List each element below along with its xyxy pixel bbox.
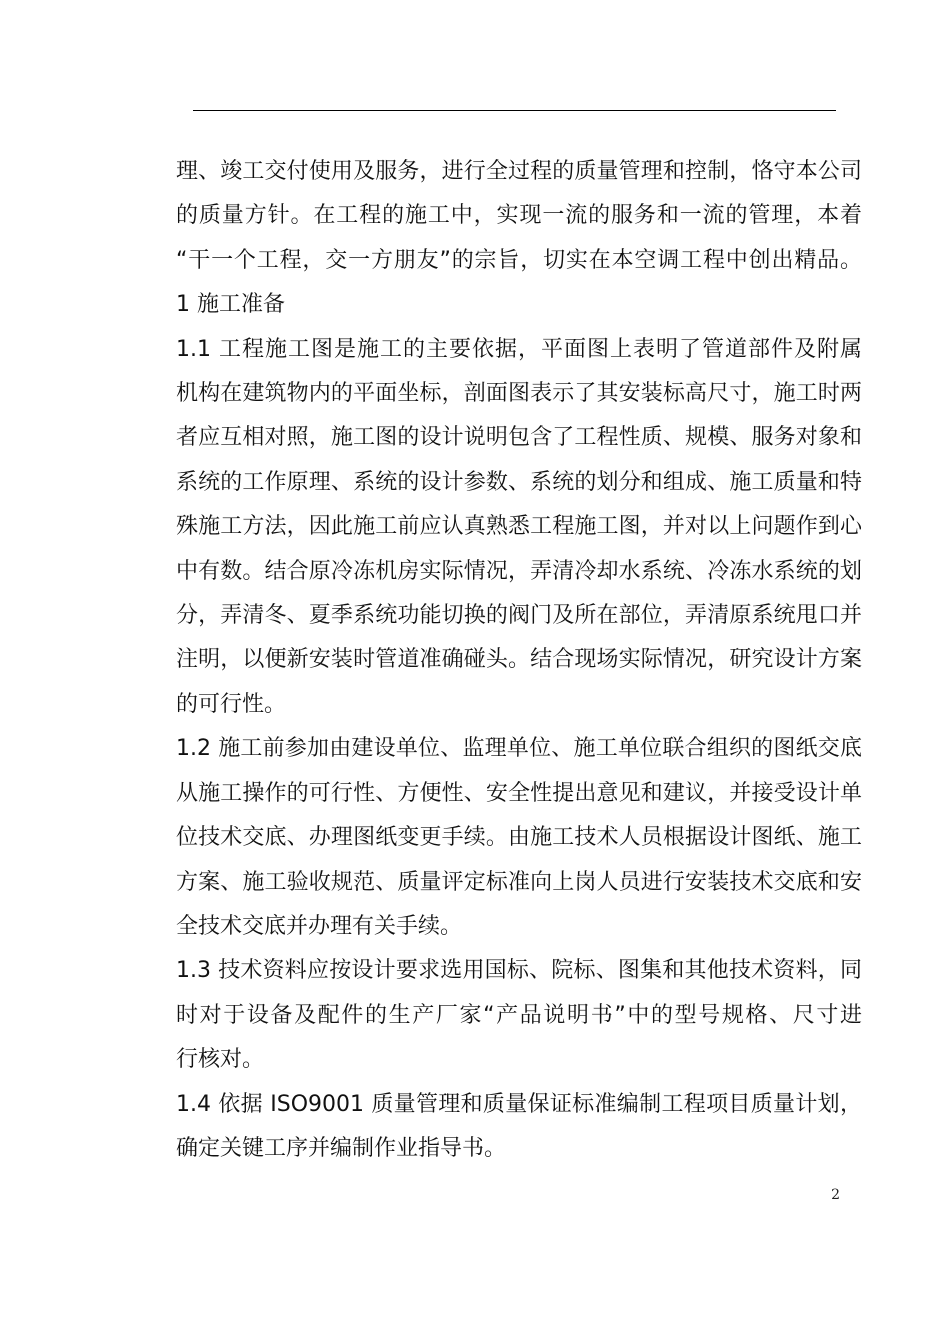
body-line: 的可行性。: [176, 691, 287, 717]
body-line: 机构在建筑物内的平面坐标，剖面图表示了其安装标高尺寸，施工时两: [176, 381, 862, 407]
body-line: 1.1 工程施工图是施工的主要依据，平面图上表明了管道部件及附属: [176, 336, 862, 362]
header-rule: [193, 110, 836, 111]
body-line: 全技术交底并办理有关手续。: [176, 913, 463, 939]
body-line: 理、竣工交付使用及服务，进行全过程的质量管理和控制，恪守本公司: [176, 159, 862, 184]
body-line: 系统的工作原理、系统的设计参数、系统的划分和组成、施工质量和特: [176, 469, 862, 495]
body-line: 1.3 技术资料应按设计要求选用国标、院标、图集和其他技术资料，同: [176, 958, 862, 984]
body-line: 行核对。: [176, 1047, 265, 1073]
body-line: 1.2 施工前参加由建设单位、监理单位、施工单位联合组织的图纸交底: [176, 736, 862, 762]
document-body: [176, 150, 862, 1171]
section-heading: 1 施工准备: [176, 292, 285, 318]
body-line: 1.4 依据 ISO9001 质量管理和质量保证标准编制工程项目质量计划，: [176, 1091, 862, 1117]
body-line: 的质量方针。在工程的施工中，实现一流的服务和一流的管理，本着: [176, 203, 862, 229]
body-line: 殊施工方法，因此施工前应认真熟悉工程施工图，并对以上问题作到心: [176, 514, 862, 540]
body-line: 注明，以便新安装时管道准确碰头。结合现场实际情况，研究设计方案: [176, 647, 862, 673]
body-line: 者应互相对照，施工图的设计说明包含了工程性质、规模、服务对象和: [176, 425, 862, 451]
body-line: 方案、施工验收规范、质量评定标准向上岗人员进行安装技术交底和安: [176, 869, 862, 895]
page-number: 2: [831, 1187, 840, 1203]
body-line: 确定关键工序并编制作业指导书。: [176, 1135, 507, 1161]
body-line: 中有数。结合原冷冻机房实际情况，弄清冷却水系统、冷冻水系统的划: [176, 558, 862, 584]
body-line: 分，弄清冬、夏季系统功能切换的阀门及所在部位，弄清原系统甩口并: [176, 603, 862, 629]
body-line: 从施工操作的可行性、方便性、安全性提出意见和建议，并接受设计单: [176, 780, 862, 806]
body-line: 时对于设备及配件的生产厂家“产品说明书”中的型号规格、尺寸进: [176, 1002, 862, 1028]
body-line: “干一个工程，交一方朋友”的宗旨，切实在本空调工程中创出精品。: [176, 247, 862, 273]
body-line: 位技术交底、办理图纸变更手续。由施工技术人员根据设计图纸、施工: [176, 825, 862, 851]
